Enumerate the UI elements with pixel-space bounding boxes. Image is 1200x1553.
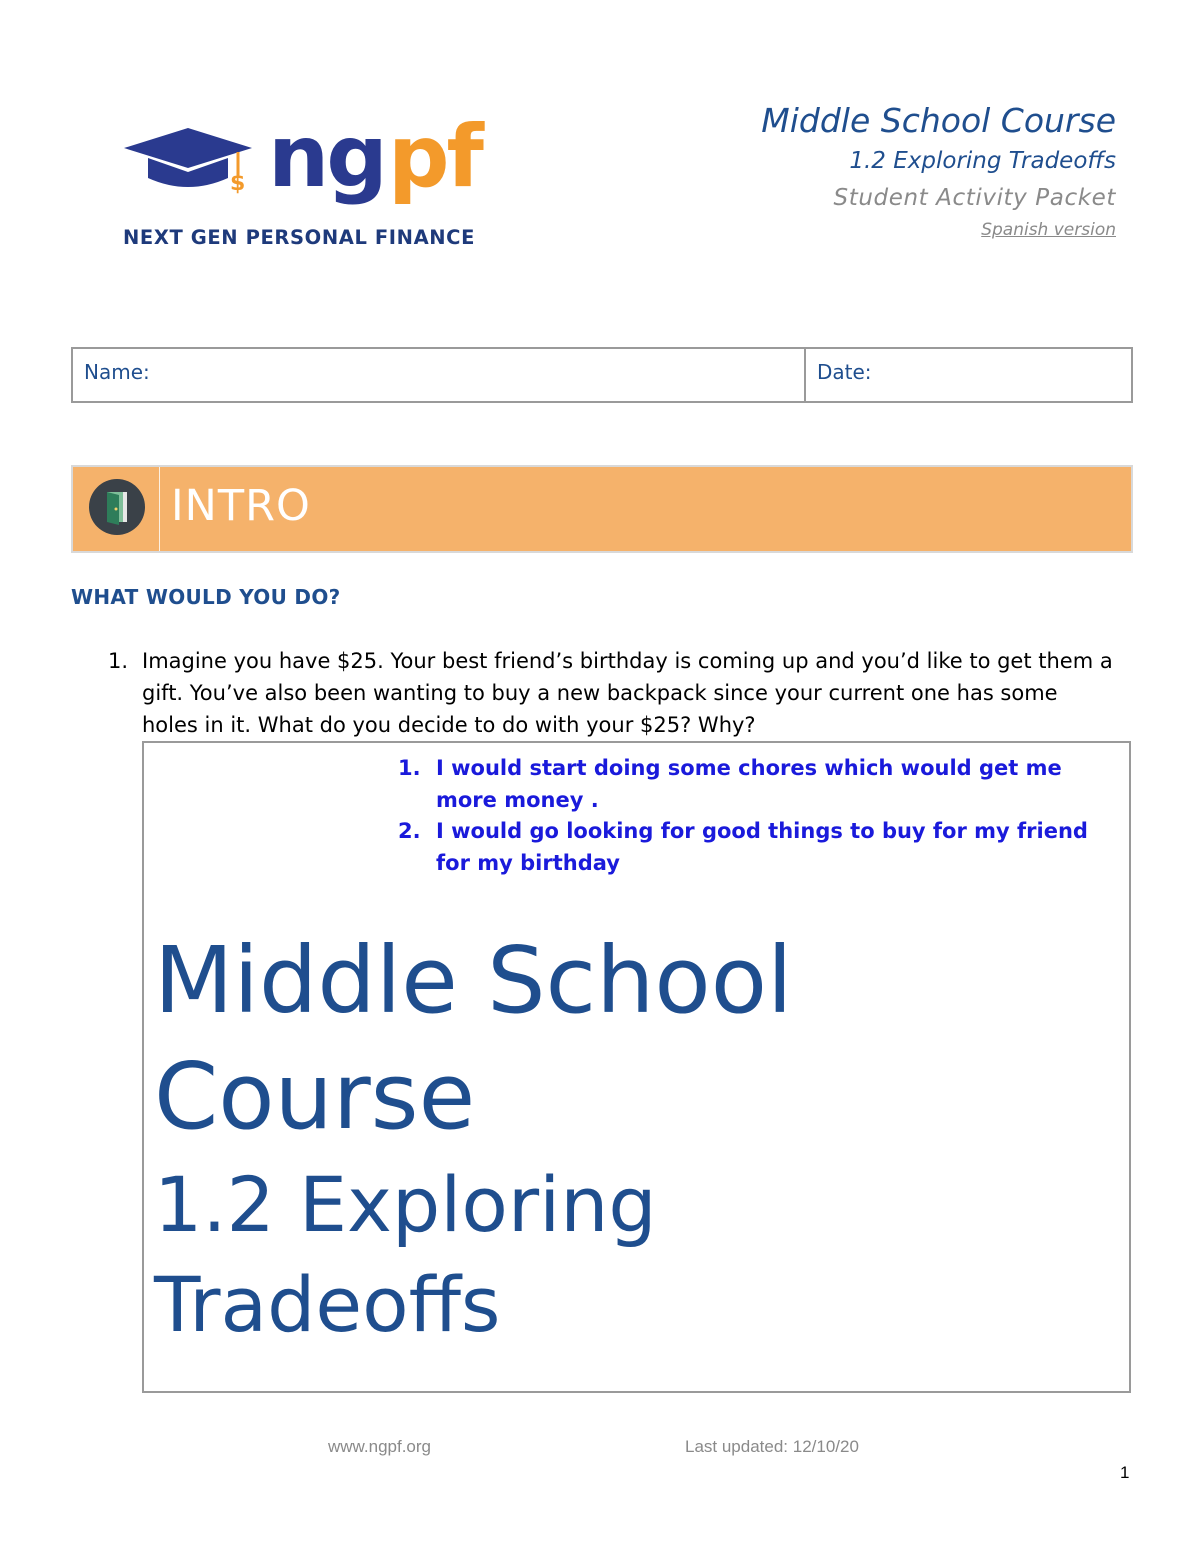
ngpf-logo: [120, 110, 500, 250]
answer-number: 1.: [398, 756, 421, 780]
answer-box[interactable]: [142, 741, 1131, 1393]
logo-tagline: NEXT GEN PERSONAL FINANCE: [123, 226, 476, 249]
door-icon: [89, 479, 145, 535]
page-number: 1: [1120, 1463, 1130, 1482]
answer-number: 2.: [398, 819, 421, 843]
date-label: Date:: [817, 360, 872, 384]
document-header: [761, 100, 1116, 244]
answer-list: [398, 753, 1118, 879]
course-title: Middle School Course: [761, 101, 1116, 140]
svg-text:pf: pf: [388, 110, 481, 207]
name-date-table: [71, 347, 1133, 403]
name-field[interactable]: [73, 349, 806, 401]
lesson-title: 1.2 Exploring Tradeoffs: [849, 148, 1116, 174]
footer-updated: Last updated: 12/10/20: [685, 1437, 859, 1456]
pasted-title: [154, 923, 974, 1355]
name-label: Name:: [84, 360, 150, 384]
svg-text:ng: ng: [268, 110, 385, 207]
footer-url[interactable]: www.ngpf.org: [328, 1437, 431, 1456]
spanish-version-link[interactable]: Spanish version: [981, 220, 1116, 240]
packet-title: Student Activity Packet: [833, 185, 1116, 211]
graduation-cap-icon: [120, 110, 500, 220]
svg-text:$: $: [230, 171, 246, 196]
question-number: 1.: [108, 649, 129, 673]
answer-text: I would go looking for good things to buy for my friend for my birthday: [436, 819, 1088, 875]
date-field[interactable]: [806, 349, 1131, 401]
intro-title: INTRO: [171, 481, 311, 531]
question-item: [108, 645, 1118, 741]
answer-item: [398, 816, 1118, 879]
answer-item: [398, 753, 1118, 816]
section-heading: WHAT WOULD YOU DO?: [71, 585, 341, 609]
pasted-lesson-title: 1.2 Exploring Tradeoffs: [154, 1160, 657, 1349]
question-text: Imagine you have $25. Your best friend’s birthday is coming up and you’d like to get them a gift. You’ve also been wanting to buy a new backpack since your current one has some holes in it. What do you decide to do with your $25? Why?: [142, 649, 1113, 737]
pasted-course-title: Middle School Course: [154, 927, 793, 1150]
answer-text: I would start doing some chores which would get me more money .: [436, 756, 1062, 812]
banner-divider: [159, 467, 160, 551]
intro-banner: [71, 465, 1133, 553]
